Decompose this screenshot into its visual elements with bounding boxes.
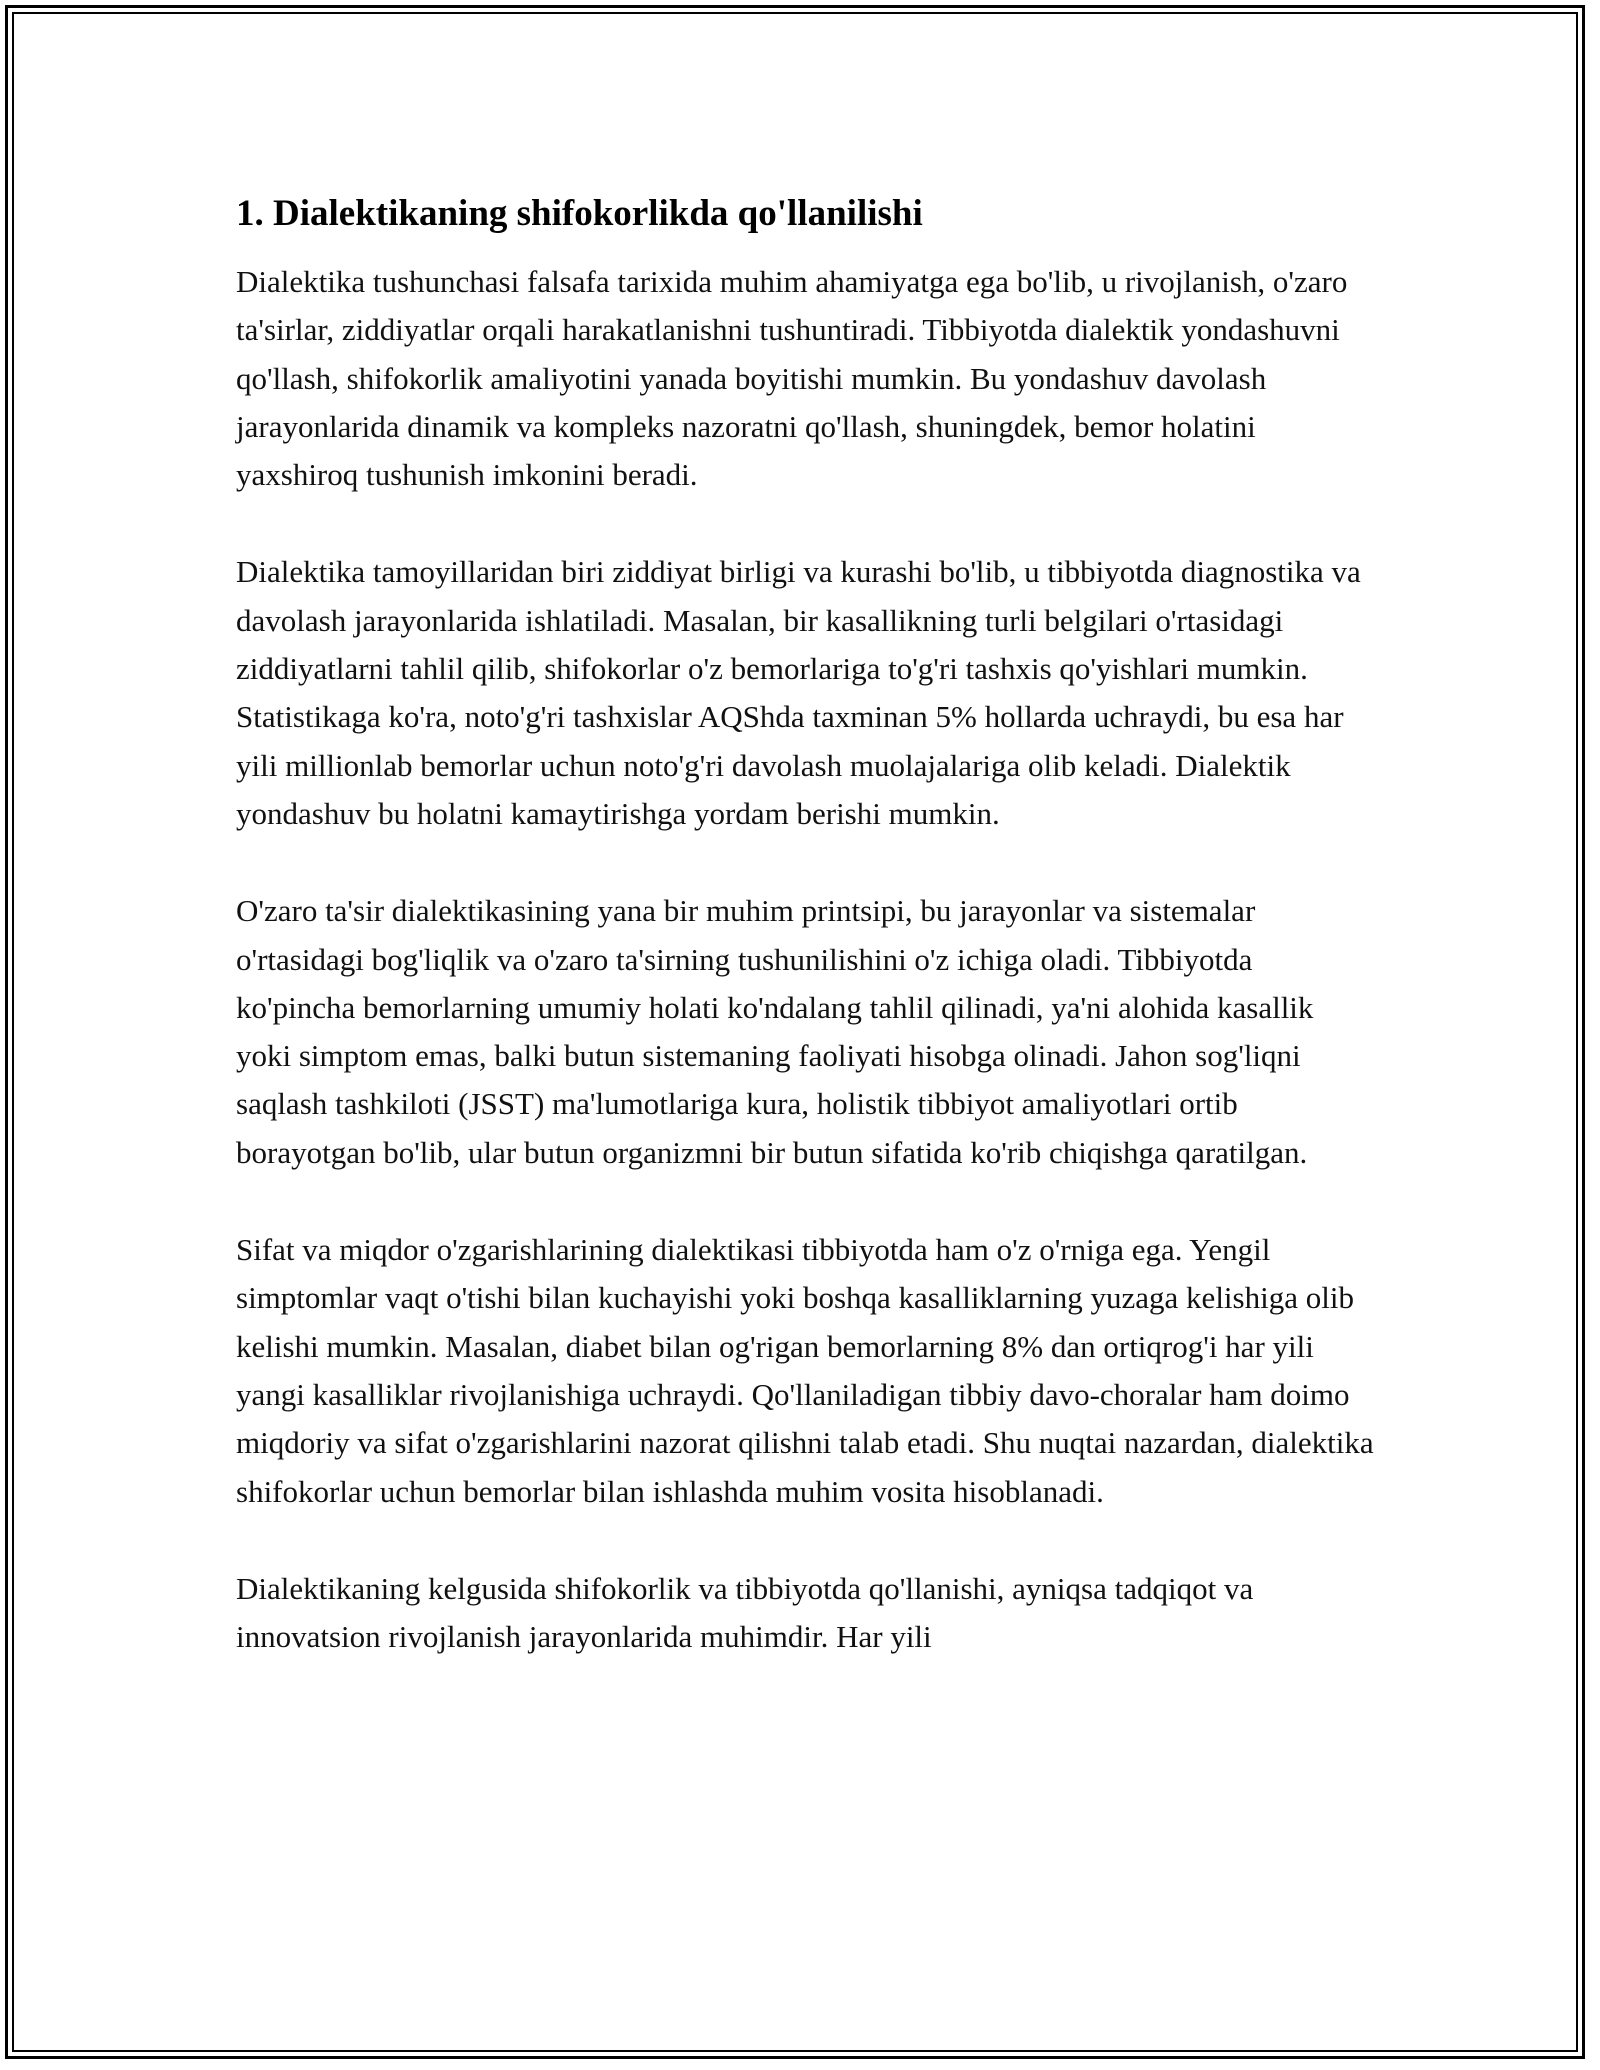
paragraph-3: O'zaro ta'sir dialektikasining yana bir muhim printsipi, bu jarayonlar va sistemalar o'rtasidagi bog'liqlik va o'zaro ta'sirning tushunilishini o'z ichiga oladi. Tibbiyotda ko'pincha bemorlarning umumiy holati ko'ndalang tahlil qilinadi, ya'ni alohida kasallik yoki simptom emas, balki butun sistemaning faoliyati hisobga olinadi. Jahon sog'liqni saqlash tashkiloti (JSST) ma'lumotlariga kura, holistik tibbiyot amaliyotlari ortib borayotgan bo'lib, ular butun organizmni bir butun sifatida ko'rib chiqishga qaratilgan. [236, 893, 1314, 1170]
paragraph-2: Dialektika tamoyillaridan biri ziddiyat birligi va kurashi bo'lib, u tibbiyotda diagnostika va davolash jarayonlarida ishlatiladi. Masalan, bir kasallikning turli belgilari o'rtasidagi ziddiyatlarni tahlil qilib, shifokorlar o'z bemorlariga to'g'ri tashxis qo'yishlari mumkin. Statistikaga ko'ra, noto'g'ri tashxislar AQShda taxminan 5% hollarda uchraydi, bu esa har yili millionlab bemorlar uchun noto'g'ri davolash muolajalariga olib keladi. Dialektik yondashuv bu holatni kamaytirishga yordam berishi mumkin. [236, 554, 1361, 831]
paragraph-1: Dialektika tushunchasi falsafa tarixida muhim ahamiyatga ega bo'lib, u rivojlanish, o'zaro ta'sirlar, ziddiyatlar orqali harakatlanishni tushuntiradi. Tibbiyotda dialektik yondashuvni qo'llash, shifokorlik amaliyotini yanada boyitishi mumkin. Bu yondashuv davolash jarayonlarida dinamik va kompleks nazoratni qo'llash, shuningdek, bemor holatini yaxshiroq tushunish imkonini beradi. [236, 264, 1348, 493]
paragraph-5: Dialektikaning kelgusida shifokorlik va tibbiyotda qo'llanishi, ayniqsa tadqiqot va innovatsion rivojlanish jarayonlarida muhimdir. Har yili [236, 1570, 1254, 1655]
paragraph-4: Sifat va miqdor o'zgarishlarining dialektikasi tibbiyotda ham o'z o'rniga ega. Yengil simptomlar vaqt o'tishi bilan kuchayishi yoki boshqa kasalliklarning yuzaga kelishiga olib kelishi mumkin. Masalan, diabet bilan og'rigan bemorlarning 8% dan ortiqrog'i har yili yangi kasalliklar rivojlanishiga uchraydi. Qo'llaniladigan tibbiy davo-choralar ham doimo miqdoriy va sifat o'zgarishlarini nazorat qilishni talab etadi. Shu nuqtai nazardan, dialektika shifokorlar uchun bemorlar bilan ishlashda muhim vosita hisoblanadi. [236, 1232, 1374, 1509]
section-heading: 1. Dialektikaning shifokorlikda qo'llanilishi [236, 193, 923, 234]
document-body [236, 186, 1376, 1710]
